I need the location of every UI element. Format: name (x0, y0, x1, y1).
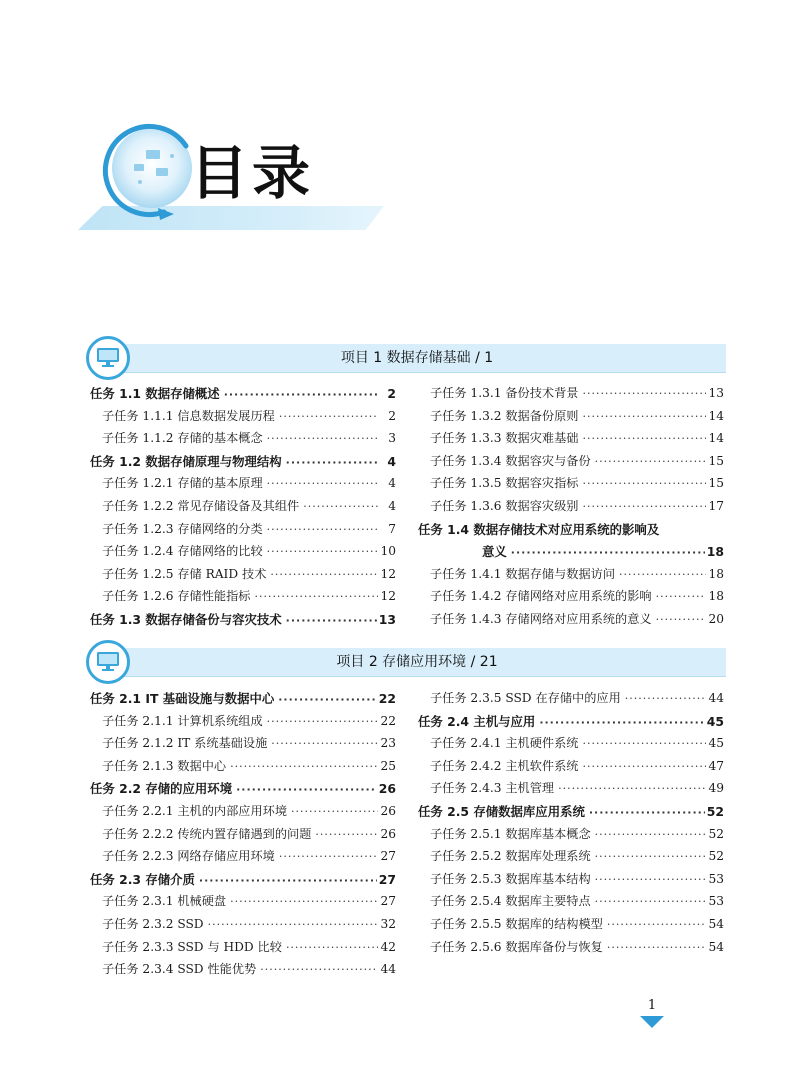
toc-entry-label: 子任务 2.4.1 主机硬件系统 (430, 736, 579, 751)
toc-entry-label: 子任务 1.3.4 数据容灾与备份 (430, 453, 591, 468)
toc-entry-label: 子任务 2.1.1 计算机系统组成 (102, 713, 263, 728)
toc-entry-label: 子任务 2.3.2 SSD (102, 916, 204, 931)
toc-entry-label: 子任务 2.3.4 SSD 性能优势 (102, 962, 257, 977)
toc-entry-page: 18 (706, 544, 724, 560)
monitor-icon (96, 651, 120, 673)
toc-entry-page: 27 (378, 871, 396, 887)
toc-entry-page: 20 (708, 611, 724, 626)
toc-task-entry[interactable] (418, 802, 724, 825)
toc-subtask-entry[interactable] (418, 610, 724, 633)
toc-entry-label: 子任务 1.3.3 数据灾难基础 (430, 431, 579, 446)
toc-leader-dots (267, 715, 378, 728)
toc-leader-dots (286, 614, 377, 627)
project-header-2 (86, 640, 726, 684)
toc-subtask-entry[interactable] (90, 757, 396, 780)
toc-entry-label: 任务 2.2 存储的应用环境 (90, 781, 233, 797)
toc-leader-dots (267, 545, 378, 558)
toc-entry-label: 任务 1.3 数据存储备份与容灾技术 (90, 611, 282, 627)
toc-leader-dots (582, 760, 706, 773)
toc-entry-label: 任务 2.1 IT 基础设施与数据中心 (90, 691, 275, 706)
toc-column-left (90, 384, 396, 633)
page-title: 目录 (190, 139, 315, 207)
toc-leader-dots (279, 410, 378, 423)
toc-entry-page: 2 (388, 408, 396, 423)
toc-entry-label: 子任务 1.2.3 存储网络的分类 (102, 521, 263, 536)
toc-subtask-entry[interactable] (90, 520, 396, 543)
toc-leader-dots (291, 805, 378, 818)
toc-entry-page: 54 (708, 939, 724, 954)
project-header-bar (108, 648, 726, 677)
toc-entry-label: 任务 1.1 数据存储概述 (90, 386, 220, 401)
toc-entry-label: 任务 2.5 存储数据库应用系统 (418, 803, 585, 819)
toc-entry-page: 12 (380, 566, 396, 581)
monitor-icon (96, 347, 120, 369)
toc-subtask-entry[interactable] (90, 847, 396, 870)
toc-column-right (418, 384, 724, 633)
toc-entry-page: 12 (380, 589, 396, 604)
toc-leader-dots (254, 590, 378, 603)
toc-entry-page: 7 (388, 521, 396, 536)
project-icon-badge (86, 640, 130, 684)
toc-column-left (90, 689, 396, 983)
toc-entry-page: 54 (708, 916, 724, 931)
toc-subtask-entry[interactable] (418, 452, 724, 475)
toc-entry-page: 53 (708, 894, 724, 909)
toc-subtask-entry[interactable] (418, 565, 724, 588)
toc-entry-page: 25 (380, 758, 396, 773)
toc-leader-dots (286, 456, 378, 469)
toc-leader-dots (582, 410, 706, 423)
toc-leader-dots (278, 693, 377, 706)
project-icon-badge (86, 336, 130, 380)
toc-leader-dots (267, 477, 378, 490)
toc-subtask-entry[interactable] (418, 938, 724, 961)
toc-subtask-entry[interactable] (90, 587, 396, 610)
toc-subtask-entry[interactable] (418, 407, 724, 430)
toc-leader-dots (224, 388, 378, 401)
toc-entry-page: 18 (708, 589, 724, 604)
toc-subtask-entry[interactable] (418, 384, 724, 407)
project-header-bar (108, 344, 726, 373)
toc-entry-page: 26 (380, 826, 396, 841)
toc-leader-dots (582, 737, 706, 750)
toc-entry-label: 子任务 2.4.3 主机管理 (430, 781, 555, 796)
toc-entry-label: 子任务 2.5.3 数据库基本结构 (430, 871, 591, 886)
toc-leader-dots (619, 568, 706, 581)
toc-entry-page: 27 (380, 894, 396, 909)
toc-entry-label: 子任务 1.4.2 存储网络对应用系统的影响 (430, 589, 652, 604)
toc-leader-dots (208, 918, 378, 931)
toc-entry-label: 子任务 2.4.2 主机软件系统 (430, 758, 579, 773)
toc-entry-label: 任务 2.3 存储介质 (90, 871, 195, 887)
toc-entry-page: 15 (708, 476, 724, 491)
toc-subtask-entry[interactable] (418, 757, 724, 780)
toc-subtask-entry[interactable] (418, 915, 724, 938)
toc-leader-dots (582, 432, 706, 445)
toc-subtask-entry[interactable] (90, 565, 396, 588)
toc-entry-page: 14 (708, 431, 724, 446)
toc-entry-page: 17 (708, 498, 724, 513)
toc-entry-page: 22 (378, 691, 396, 706)
toc-entry-page: 45 (706, 713, 724, 729)
toc-entry-label: 子任务 2.2.2 传统内置存储遇到的问题 (102, 826, 312, 841)
toc-subtask-entry[interactable] (418, 429, 724, 452)
toc-entry-page: 52 (706, 803, 724, 819)
toc-subtask-entry[interactable] (418, 779, 724, 802)
toc-subtask-entry[interactable] (90, 542, 396, 565)
toc-entry-page: 27 (380, 849, 396, 864)
toc-subtask-entry[interactable] (90, 474, 396, 497)
toc-subtask-entry[interactable] (90, 892, 396, 915)
toc-entry-label: 子任务 2.5.4 数据库主要特点 (430, 894, 591, 909)
title-swirl-icon (94, 116, 204, 226)
toc-entry-page: 23 (380, 736, 396, 751)
page-number: 1 (647, 998, 657, 1013)
toc-subtask-entry[interactable] (418, 892, 724, 915)
toc-leader-dots (582, 387, 706, 400)
toc-entry-label: 子任务 2.1.3 数据中心 (102, 758, 227, 773)
toc-leader-dots (595, 895, 706, 908)
toc-leader-dots (511, 546, 705, 559)
toc-entry-label: 子任务 1.2.6 存储性能指标 (102, 589, 251, 604)
toc-leader-dots (315, 828, 378, 841)
toc-entry-page: 2 (387, 386, 396, 401)
toc-leader-dots (539, 716, 704, 729)
toc-entry-page: 14 (708, 408, 724, 423)
toc-entry-label: 子任务 1.3.2 数据备份原则 (430, 408, 579, 423)
toc-task-entry[interactable] (90, 779, 396, 802)
toc-entry-label: 子任务 2.1.2 IT 系统基础设施 (102, 736, 268, 751)
toc-entry-label: 子任务 2.5.1 数据库基本概念 (430, 826, 591, 841)
toc-leader-dots (582, 500, 706, 513)
toc-subtask-entry[interactable] (418, 825, 724, 848)
toc-subtask-entry[interactable] (418, 689, 724, 712)
toc-entry-label: 任务 1.2 数据存储原理与物理结构 (90, 453, 282, 469)
toc-entry-page: 15 (708, 453, 724, 468)
toc-task-entry[interactable] (418, 712, 724, 735)
toc-entry-page: 18 (708, 566, 724, 581)
toc-subtask-entry[interactable] (90, 802, 396, 825)
toc-entry-label: 子任务 1.3.5 数据容灾指标 (430, 476, 579, 491)
toc-task-entry[interactable] (90, 610, 396, 633)
toc-entry-page: 26 (378, 781, 396, 797)
toc-entry-page: 44 (380, 962, 396, 977)
toc-entry-label: 子任务 2.3.5 SSD 在存储中的应用 (430, 691, 621, 705)
toc-leader-dots (199, 874, 377, 887)
toc-leader-dots (595, 850, 706, 863)
toc-entry-page: 32 (380, 916, 396, 931)
toc-subtask-entry[interactable] (90, 938, 396, 961)
toc-leader-dots (607, 941, 706, 954)
toc-leader-dots (270, 568, 378, 581)
toc-entry-page: 13 (378, 611, 396, 627)
project-title: 项目 1 数据存储基础 / 1 (340, 350, 494, 366)
toc-subtask-entry[interactable] (418, 734, 724, 757)
toc-entry-label: 子任务 1.3.1 备份技术背景 (430, 386, 579, 400)
toc-subtask-entry[interactable] (418, 497, 724, 520)
toc-entry-label: 子任务 1.1.1 信息数据发展历程 (102, 408, 275, 423)
toc-entry-page: 49 (708, 781, 724, 796)
toc-entry-page: 45 (708, 736, 724, 751)
toc-entry-label: 子任务 2.3.1 机械硬盘 (102, 894, 227, 909)
toc-entry-page: 42 (380, 939, 396, 954)
toc-entry-label: 意义 (482, 544, 507, 560)
toc-entry-label: 子任务 1.2.4 存储网络的比较 (102, 544, 263, 559)
toc-subtask-entry[interactable] (418, 587, 724, 610)
page-arrow-icon (640, 1016, 664, 1028)
toc-entry-page: 3 (388, 431, 396, 446)
toc-task-entry[interactable] (90, 870, 396, 893)
toc-task-entry[interactable] (418, 542, 724, 565)
toc-subtask-entry[interactable] (90, 407, 396, 430)
project-title: 项目 2 存储应用环境 / 21 (336, 654, 498, 670)
toc-leader-dots (271, 737, 378, 750)
toc-entry-page: 26 (380, 803, 396, 818)
toc-leader-dots (625, 692, 706, 705)
toc-subtask-entry[interactable] (90, 960, 396, 983)
toc-leader-dots (595, 455, 706, 468)
toc-leader-dots (279, 850, 378, 863)
toc-entry-page: 53 (708, 871, 724, 886)
toc-entry-label: 子任务 2.5.2 数据库处理系统 (430, 849, 591, 864)
toc-entry-label: 任务 1.4 数据存储技术对应用系统的影响及 (418, 521, 660, 537)
toc-task-entry[interactable] (90, 452, 396, 475)
toc-entry-page: 47 (708, 758, 724, 773)
toc-entry-label: 子任务 2.5.5 数据库的结构模型 (430, 916, 603, 931)
toc-column-right (418, 689, 724, 960)
toc-entry-label: 子任务 1.4.3 存储网络对应用系统的意义 (430, 611, 652, 626)
toc-entry-label: 子任务 2.2.1 主机的内部应用环境 (102, 803, 288, 818)
toc-subtask-entry[interactable] (90, 712, 396, 735)
toc-subtask-entry[interactable] (90, 734, 396, 757)
toc-leader-dots (267, 432, 378, 445)
toc-task-entry[interactable] (90, 689, 396, 712)
toc-leader-dots (589, 806, 705, 819)
toc-entry-label: 子任务 2.3.3 SSD 与 HDD 比较 (102, 939, 282, 954)
toc-task-entry[interactable] (418, 520, 724, 543)
toc-subtask-entry[interactable] (90, 429, 396, 452)
toc-entry-page: 10 (380, 544, 396, 559)
toc-leader-dots (595, 873, 706, 886)
toc-leader-dots (260, 963, 378, 976)
title-block (0, 0, 800, 240)
toc-leader-dots (267, 523, 378, 536)
toc-entry-label: 子任务 1.2.2 常见存储设备及其组件 (102, 498, 300, 513)
toc-leader-dots (286, 941, 378, 954)
toc-entry-label: 任务 2.4 主机与应用 (418, 713, 536, 729)
toc-entry-label: 子任务 2.2.3 网络存储应用环境 (102, 849, 275, 864)
toc-leader-dots (607, 918, 706, 931)
toc-task-entry[interactable] (90, 384, 396, 407)
toc-entry-page: 22 (380, 713, 396, 728)
toc-leader-dots (656, 590, 706, 603)
toc-leader-dots (558, 782, 706, 795)
toc-leader-dots (230, 760, 378, 773)
toc-entry-page: 52 (708, 826, 724, 841)
toc-subtask-entry[interactable] (418, 870, 724, 893)
toc-leader-dots (582, 477, 706, 490)
toc-entry-label: 子任务 1.4.1 数据存储与数据访问 (430, 566, 616, 581)
toc-entry-label: 子任务 2.5.6 数据库备份与恢复 (430, 939, 603, 954)
toc-entry-page: 52 (708, 849, 724, 864)
toc-entry-page: 13 (708, 386, 724, 400)
toc-leader-dots (236, 783, 377, 796)
toc-entry-page: 4 (388, 498, 396, 513)
toc-entry-label: 子任务 1.3.6 数据容灾级别 (430, 498, 579, 513)
toc-entry-label: 子任务 1.1.2 存储的基本概念 (102, 431, 263, 446)
toc-entry-page: 44 (708, 691, 724, 705)
toc-subtask-entry[interactable] (418, 847, 724, 870)
toc-subtask-entry[interactable] (90, 497, 396, 520)
toc-subtask-entry[interactable] (90, 915, 396, 938)
toc-leader-dots (303, 500, 378, 513)
toc-leader-dots (595, 828, 706, 841)
toc-entry-label: 子任务 1.2.5 存储 RAID 技术 (102, 566, 267, 581)
toc-entry-page: 4 (387, 453, 396, 469)
toc-leader-dots (230, 895, 378, 908)
toc-leader-dots (656, 613, 706, 626)
project-header-1 (86, 336, 726, 380)
toc-subtask-entry[interactable] (90, 825, 396, 848)
toc-entry-label: 子任务 1.2.1 存储的基本原理 (102, 476, 263, 491)
toc-entry-page: 4 (388, 476, 396, 491)
toc-subtask-entry[interactable] (418, 474, 724, 497)
